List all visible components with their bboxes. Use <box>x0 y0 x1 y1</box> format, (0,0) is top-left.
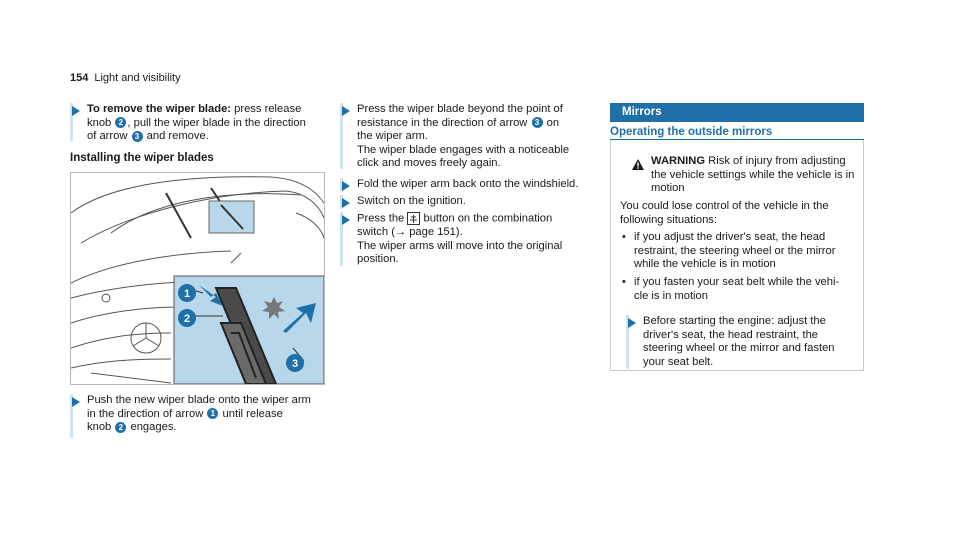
step-arrow-icon <box>628 318 636 328</box>
step-text: Press the wiper blade beyond the point of <box>357 103 563 115</box>
step-text: press release <box>231 103 302 115</box>
step-text: Push the new wiper blade onto the wiper arm <box>87 394 311 406</box>
step-press-blade <box>340 103 569 169</box>
step-text: knob <box>87 116 115 129</box>
step-fold-arm <box>340 178 578 192</box>
step-text: Switch on the ignition. <box>357 195 466 207</box>
step-text: switch (→ page 151). <box>357 226 463 239</box>
step-arrow-icon <box>342 181 350 191</box>
callout-badge: 3 <box>532 117 543 128</box>
callout-badge: 3 <box>132 131 143 142</box>
step-text: on <box>543 116 560 129</box>
page-number: 154 <box>70 72 89 84</box>
bullet-text: cle is in motion <box>634 289 708 302</box>
page-header <box>70 72 181 84</box>
step-text: resistance in the direction of arrow <box>357 116 531 129</box>
installing-heading: Installing the wiper blades <box>70 152 214 164</box>
bullet-dot-icon: • <box>622 275 626 288</box>
step-text: Before starting the engine: adjust the <box>643 315 826 328</box>
step-ignition <box>340 195 466 209</box>
body-text: You could lose control of the vehicle in the <box>620 200 829 212</box>
step-text: knob <box>87 421 115 434</box>
step-text: in the direction of arrow <box>87 407 207 420</box>
callout-badge: 2 <box>115 422 126 433</box>
callout-1: 1 <box>183 288 191 300</box>
wiper-illustration <box>70 172 325 385</box>
step-label: To remove the wiper blade: <box>87 103 232 115</box>
step-text: and remove. <box>143 130 209 143</box>
step-text: The wiper arms will move into the original <box>357 239 563 252</box>
warning-body <box>620 200 856 369</box>
step-text: Fold the wiper arm back onto the windshield. <box>357 178 579 190</box>
step-before-starting <box>626 315 856 369</box>
step-text: driver's seat, the head restraint, the <box>643 328 819 341</box>
step-arrow-icon <box>72 106 80 116</box>
step-text: button on the combination <box>420 212 553 225</box>
bullet-text: if you fasten your seat belt while the vehi- <box>634 275 840 288</box>
bullet-dot-icon: • <box>622 231 626 244</box>
warning-line: the vehicle settings while the vehicle is in <box>651 168 855 181</box>
callout-badge: 1 <box>207 408 218 419</box>
bullet-text: if you adjust the driver's seat, the head <box>634 231 826 244</box>
callout-2: 2 <box>183 313 191 325</box>
section-title: Mirrors <box>622 106 662 118</box>
step-press-button <box>340 212 562 266</box>
warning-text <box>651 155 856 196</box>
warning-line: motion <box>651 182 685 195</box>
step-text: engages. <box>127 421 177 434</box>
step-arrow-icon <box>342 198 350 208</box>
warning-label: WARNING <box>651 155 706 167</box>
car-windshield-drawing <box>71 173 324 384</box>
step-arrow-icon <box>342 215 350 225</box>
bullet-item <box>620 276 856 303</box>
step-text: , pull the wiper blade in the direction <box>127 116 306 129</box>
step-text: steering wheel or the mirror and fasten <box>643 342 835 355</box>
step-remove-wiper-blade <box>70 103 306 141</box>
step-text: position. <box>357 253 399 266</box>
step-text: the wiper arm. <box>357 130 428 143</box>
subsection-title: Operating the outside mirrors <box>610 126 773 138</box>
callout-badge: 2 <box>115 117 126 128</box>
step-push-wiper-blade <box>70 394 311 438</box>
step-text: of arrow <box>87 130 131 143</box>
step-text: click and moves freely again. <box>357 157 501 170</box>
callout-3: 3 <box>291 358 299 370</box>
step-arrow-icon <box>342 106 350 116</box>
wiper-button-icon <box>407 212 420 225</box>
section-name: Light and visibility <box>94 72 181 84</box>
warning-icon <box>632 157 644 175</box>
step-text: until release <box>219 407 283 420</box>
step-arrow-icon <box>72 397 80 407</box>
step-text: The wiper blade engages with a noticeable <box>357 143 570 156</box>
warning-line: Risk of injury from adjusting <box>705 155 846 167</box>
step-text: your seat belt. <box>643 355 714 368</box>
step-text: Press the <box>357 212 408 225</box>
bullet-text: while the vehicle is in motion <box>634 258 776 271</box>
bullet-text: restraint, the steering wheel or the mirror <box>634 244 836 257</box>
bullet-item <box>620 231 856 272</box>
body-text: following situations: <box>620 213 718 226</box>
